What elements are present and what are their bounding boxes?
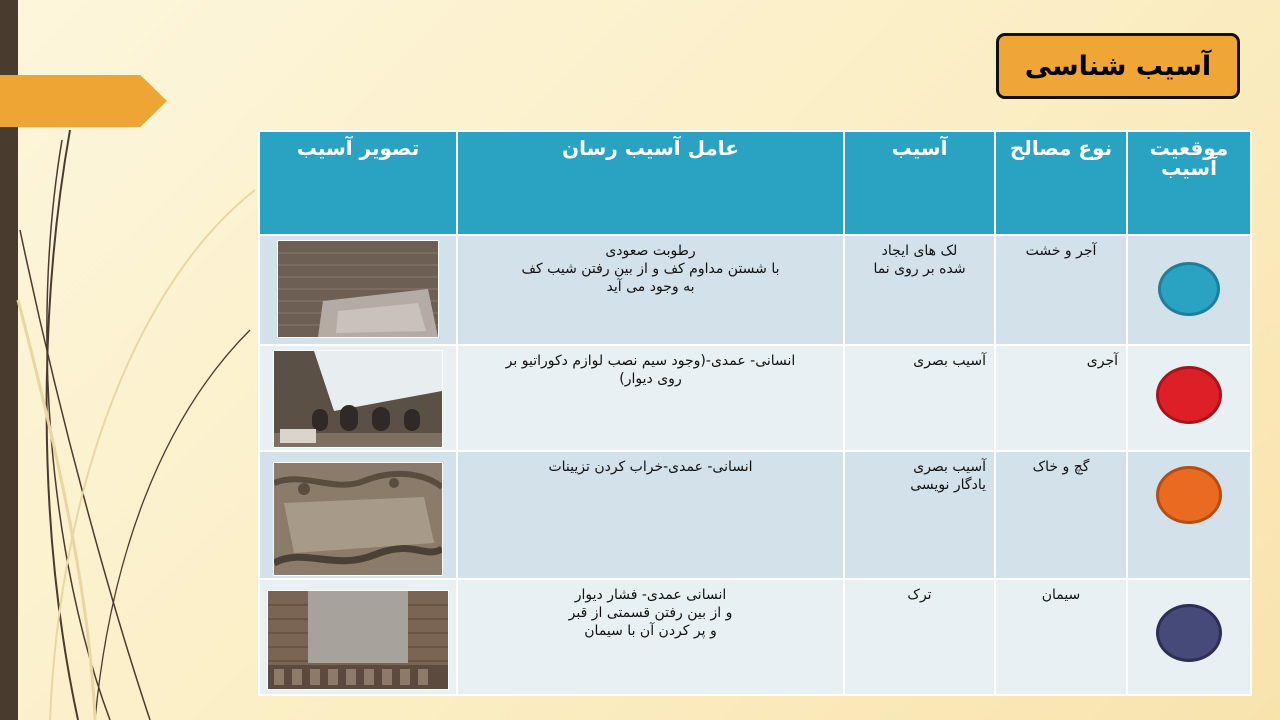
location-cell [1127,579,1251,695]
material-cell: آجر و خشت [995,235,1127,345]
location-marker-icon [1156,604,1222,662]
stucco-ornament-photo-icon [273,462,443,576]
material-cell: سیمان [995,579,1127,695]
image-cell [259,579,457,695]
damage-cell: آسیب بصری یادگار نویسی [844,451,995,579]
cause-cell: انسانی- عمدی-(وجود سیم نصب لوازم دکوراتیو بر روی دیوار) [457,345,844,451]
table-row [259,579,1251,695]
cause-cell: رطوبت صعودی با شستن مداوم کف و از بین رفتن شیب کف به وجود می آید [457,235,844,345]
header-cause: عامل آسیب رسان [457,131,844,235]
cement-repair-photo-icon [267,590,449,690]
damage-table [258,130,1252,696]
header-material: نوع مصالح [995,131,1127,235]
location-marker-icon [1156,366,1222,424]
table-row [259,345,1251,451]
cause-cell: انسانی- عمدی-خراب کردن تزیینات [457,451,844,579]
location-cell [1127,451,1251,579]
image-cell [259,345,457,451]
location-marker-icon [1158,262,1220,316]
damage-cell: آسیب بصری [844,345,995,451]
damage-cell: ترک [844,579,995,695]
slide-title: آسیب شناسی [1024,50,1212,82]
cause-cell: انسانی عمدی- فشار دیوار و از بین رفتن قسمتی از قبر و پر کردن آن با سیمان [457,579,844,695]
table-row [259,235,1251,345]
location-marker-icon [1156,466,1222,524]
material-cell: گچ و خاک [995,451,1127,579]
location-cell [1127,345,1251,451]
header-image: تصویر آسیب [259,131,457,235]
header-location: موقعیت آسیب [1127,131,1251,235]
material-cell: آجری [995,345,1127,451]
image-cell [259,451,457,579]
location-cell [1127,235,1251,345]
image-cell [259,235,457,345]
header-damage: آسیب [844,131,995,235]
decorative-arrow [0,75,167,127]
interior-arches-photo-icon [273,350,443,448]
brick-floor-photo-icon [277,240,439,338]
table-row [259,451,1251,579]
table-header-row [259,131,1251,235]
damage-cell: لک های ایجاد شده بر روی نما [844,235,995,345]
title-box [996,33,1240,99]
